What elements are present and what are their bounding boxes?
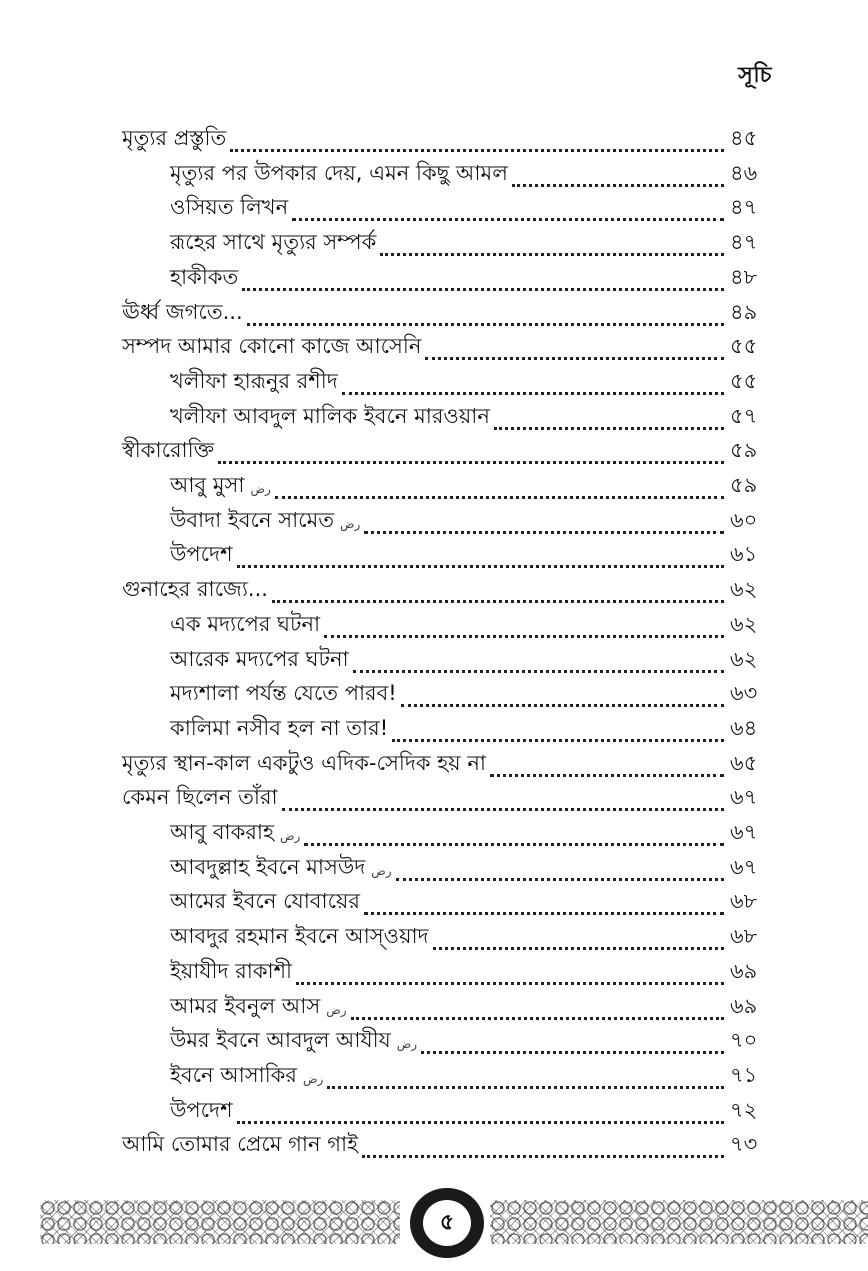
- toc-entry-title: ইবনে আসাকির: [170, 1062, 297, 1087]
- toc-entry[interactable]: [122, 779, 770, 813]
- toc-entry-page: ৬০: [730, 507, 758, 532]
- toc-entry[interactable]: [170, 155, 770, 189]
- toc-entry-page: ৪৮: [730, 264, 758, 289]
- toc-entry-page: ৬১: [730, 542, 758, 567]
- toc-entry-title: মৃত্যুর স্থান-কাল একটুও এদিক-সেদিক হয় না: [122, 750, 486, 775]
- toc-entry-page: ৬৮: [730, 889, 758, 914]
- toc-entry-page: ৬৭: [730, 854, 758, 879]
- honorific-glyph-icon: رض: [371, 863, 392, 878]
- toc-entry-title: কেমন ছিলেন তাঁরা: [122, 785, 278, 810]
- toc-entry-title: উমর ইবনে আবদুল আযীয: [170, 1028, 391, 1053]
- toc-entry-page: ৬৮: [730, 924, 758, 949]
- toc-entry[interactable]: [170, 1057, 770, 1091]
- dot-leader: [490, 774, 724, 777]
- toc-entry-title: আবু বাকরাহ: [170, 820, 275, 844]
- toc-entry-title: আমি তোমার প্রেমে গান গাই: [122, 1132, 358, 1157]
- toc-entry[interactable]: [122, 328, 770, 362]
- dot-leader: [351, 1017, 724, 1020]
- toc-entry-page: ৭৩: [730, 1132, 758, 1157]
- dot-leader: [425, 357, 724, 360]
- toc-entry-title: খলীফা হারূনুর রশীদ: [170, 368, 338, 393]
- toc-entry-title: ওসিয়ত লিখন: [170, 195, 289, 220]
- dot-leader: [292, 218, 724, 221]
- dot-leader: [230, 149, 724, 152]
- dot-leader: [242, 288, 724, 291]
- toc-entry-title: গুনাহের রাজ্যে...: [122, 577, 268, 602]
- toc-entry-page: ৫৫: [730, 334, 758, 359]
- toc-entry-page: ৬৭: [730, 820, 758, 844]
- honorific-glyph-icon: رض: [302, 1071, 324, 1086]
- toc-entry-title: উপদেশ: [170, 542, 233, 567]
- toc-entry[interactable]: [122, 571, 770, 605]
- toc-entry-title: সম্পদ আমার কোনো কাজে আসেনি: [122, 334, 422, 359]
- toc-entry-title: উপদেশ: [170, 1097, 233, 1122]
- toc-entry-page: ৪৭: [730, 195, 758, 220]
- toc-entry-page: ৬২: [730, 646, 758, 671]
- toc-entry[interactable]: [122, 745, 770, 779]
- dot-leader: [218, 461, 724, 464]
- decorative-border-left: [40, 1200, 400, 1244]
- toc-entry-page: ৪৫: [730, 126, 758, 150]
- toc-entry-page: ৫৯: [730, 438, 758, 463]
- dot-leader: [324, 635, 724, 638]
- toc-entry-page: ৫৫: [730, 368, 758, 393]
- toc-entry-page: ৫৭: [730, 403, 758, 428]
- toc-entry-page: ৬২: [730, 611, 758, 636]
- toc-entry-title: আবদুর রহমান ইবনে আস্ওয়াদ: [170, 924, 429, 949]
- page-number: ৫: [423, 1200, 471, 1246]
- dot-leader: [353, 670, 724, 673]
- toc-entry-title: হাকীকত: [170, 264, 239, 289]
- toc-entry-title: ইয়াযীদ রাকাশী: [170, 958, 293, 983]
- toc-entry-title: আরেক মদ্যপের ঘটনা: [170, 646, 349, 671]
- toc-entry[interactable]: [170, 536, 770, 570]
- dot-leader: [364, 912, 724, 915]
- toc-entry-page: ৬৯: [730, 993, 758, 1018]
- toc-entry-title: উবাদা ইবনে সামেত: [170, 507, 335, 532]
- toc-entry[interactable]: [170, 1092, 770, 1126]
- toc-entry-title: স্বীকারোক্তি: [122, 438, 215, 463]
- dot-leader: [342, 392, 724, 395]
- dot-leader: [433, 947, 724, 950]
- toc-entry-title: খলীফা আবদুল মালিক ইবনে মারওয়ান: [170, 403, 490, 428]
- toc-entry[interactable]: [170, 814, 770, 848]
- honorific-glyph-icon: رض: [250, 482, 271, 496]
- toc-entry[interactable]: [170, 467, 770, 501]
- toc-entry[interactable]: [170, 606, 770, 640]
- toc-entry[interactable]: [170, 710, 770, 744]
- toc-entry[interactable]: [170, 363, 770, 397]
- dot-leader: [237, 565, 724, 568]
- page-header: সূচি: [738, 63, 772, 88]
- toc-entry[interactable]: [170, 259, 770, 293]
- honorific-glyph-icon: رض: [326, 1002, 347, 1017]
- toc-entry-page: ৪৯: [730, 299, 758, 324]
- honorific-glyph-icon: رض: [280, 829, 301, 843]
- honorific-glyph-icon: رض: [340, 516, 361, 531]
- toc-entry-title: কালিমা নসীব হল না তার!: [170, 715, 389, 740]
- toc-entry[interactable]: [122, 1126, 770, 1160]
- toc-entry[interactable]: [170, 1022, 770, 1056]
- dot-leader: [401, 704, 724, 707]
- dot-leader: [327, 1086, 724, 1089]
- page-number-medallion: [410, 1188, 484, 1258]
- dot-leader: [275, 496, 724, 499]
- dot-leader: [362, 1155, 724, 1158]
- dot-leader: [512, 184, 724, 187]
- toc-entry[interactable]: [170, 224, 770, 258]
- toc-entry-title: আবদুল্লাহ ইবনে মাসউদ: [170, 854, 366, 879]
- toc-entry[interactable]: [122, 294, 770, 328]
- toc-entry-title: রূহের সাথে মৃত্যুর সম্পর্ক: [170, 230, 377, 255]
- toc-entry-page: ৭২: [730, 1097, 758, 1122]
- toc-entry-page: ৪৬: [730, 160, 758, 185]
- toc-entry-page: ৬৪: [730, 715, 758, 740]
- toc-entry-title: ঊর্ধ্ব জগতে...: [122, 299, 243, 324]
- toc-entry-page: ৫৯: [730, 473, 758, 497]
- dot-leader: [296, 982, 724, 985]
- toc-entry[interactable]: [122, 120, 770, 154]
- toc-entry-title: আমর ইবনুল আস: [170, 993, 321, 1018]
- dot-leader: [364, 531, 724, 534]
- toc-entry[interactable]: [170, 502, 770, 536]
- toc-entry[interactable]: [170, 849, 770, 883]
- honorific-glyph-icon: رض: [396, 1037, 418, 1052]
- toc-entry-page: ৬৯: [730, 958, 758, 983]
- toc-entry-page: ৭০: [730, 1028, 758, 1053]
- toc-entry[interactable]: [170, 189, 770, 223]
- dot-leader: [396, 878, 724, 881]
- toc-entry-page: ৬৭: [730, 785, 758, 810]
- dot-leader: [247, 323, 724, 326]
- toc-entry-page: ৬২: [730, 577, 758, 602]
- toc-entry[interactable]: [170, 641, 770, 675]
- toc-entry[interactable]: [170, 675, 770, 709]
- dot-leader: [237, 1121, 724, 1124]
- toc-entry-page: ৭১: [730, 1062, 758, 1087]
- dot-leader: [282, 808, 724, 811]
- dot-leader: [380, 253, 724, 256]
- toc-entry[interactable]: [170, 988, 770, 1022]
- dot-leader: [304, 843, 724, 846]
- dot-leader: [392, 739, 724, 742]
- toc-entry[interactable]: [122, 432, 770, 466]
- toc-entry[interactable]: [170, 398, 770, 432]
- toc-entry-title: এক মদ্যপের ঘটনা: [170, 611, 321, 636]
- decorative-border-right: [490, 1200, 868, 1244]
- page-footer-ornament: [0, 1188, 868, 1258]
- toc-entry-page: ৬৩: [730, 681, 758, 706]
- dot-leader: [421, 1051, 724, 1054]
- toc-entry-title: মদ্যশালা পর্যন্ত যেতে পারব!: [170, 681, 397, 706]
- toc-entry-title: মৃত্যুর প্রস্তুতি: [122, 126, 227, 150]
- toc-entry-page: ৬৫: [730, 750, 758, 775]
- toc-entry[interactable]: [170, 953, 770, 987]
- toc-entry[interactable]: [170, 918, 770, 952]
- toc-entry-title: আমের ইবনে যোবায়ের: [170, 889, 360, 914]
- toc-entry-title: মৃত্যুর পর উপকার দেয়, এমন কিছু আমল: [170, 160, 508, 185]
- toc-entry-page: ৪৭: [730, 230, 758, 255]
- toc-entry-title: আবু মুসা: [170, 473, 245, 497]
- toc-entry[interactable]: [170, 883, 770, 917]
- dot-leader: [272, 600, 724, 603]
- dot-leader: [494, 427, 724, 430]
